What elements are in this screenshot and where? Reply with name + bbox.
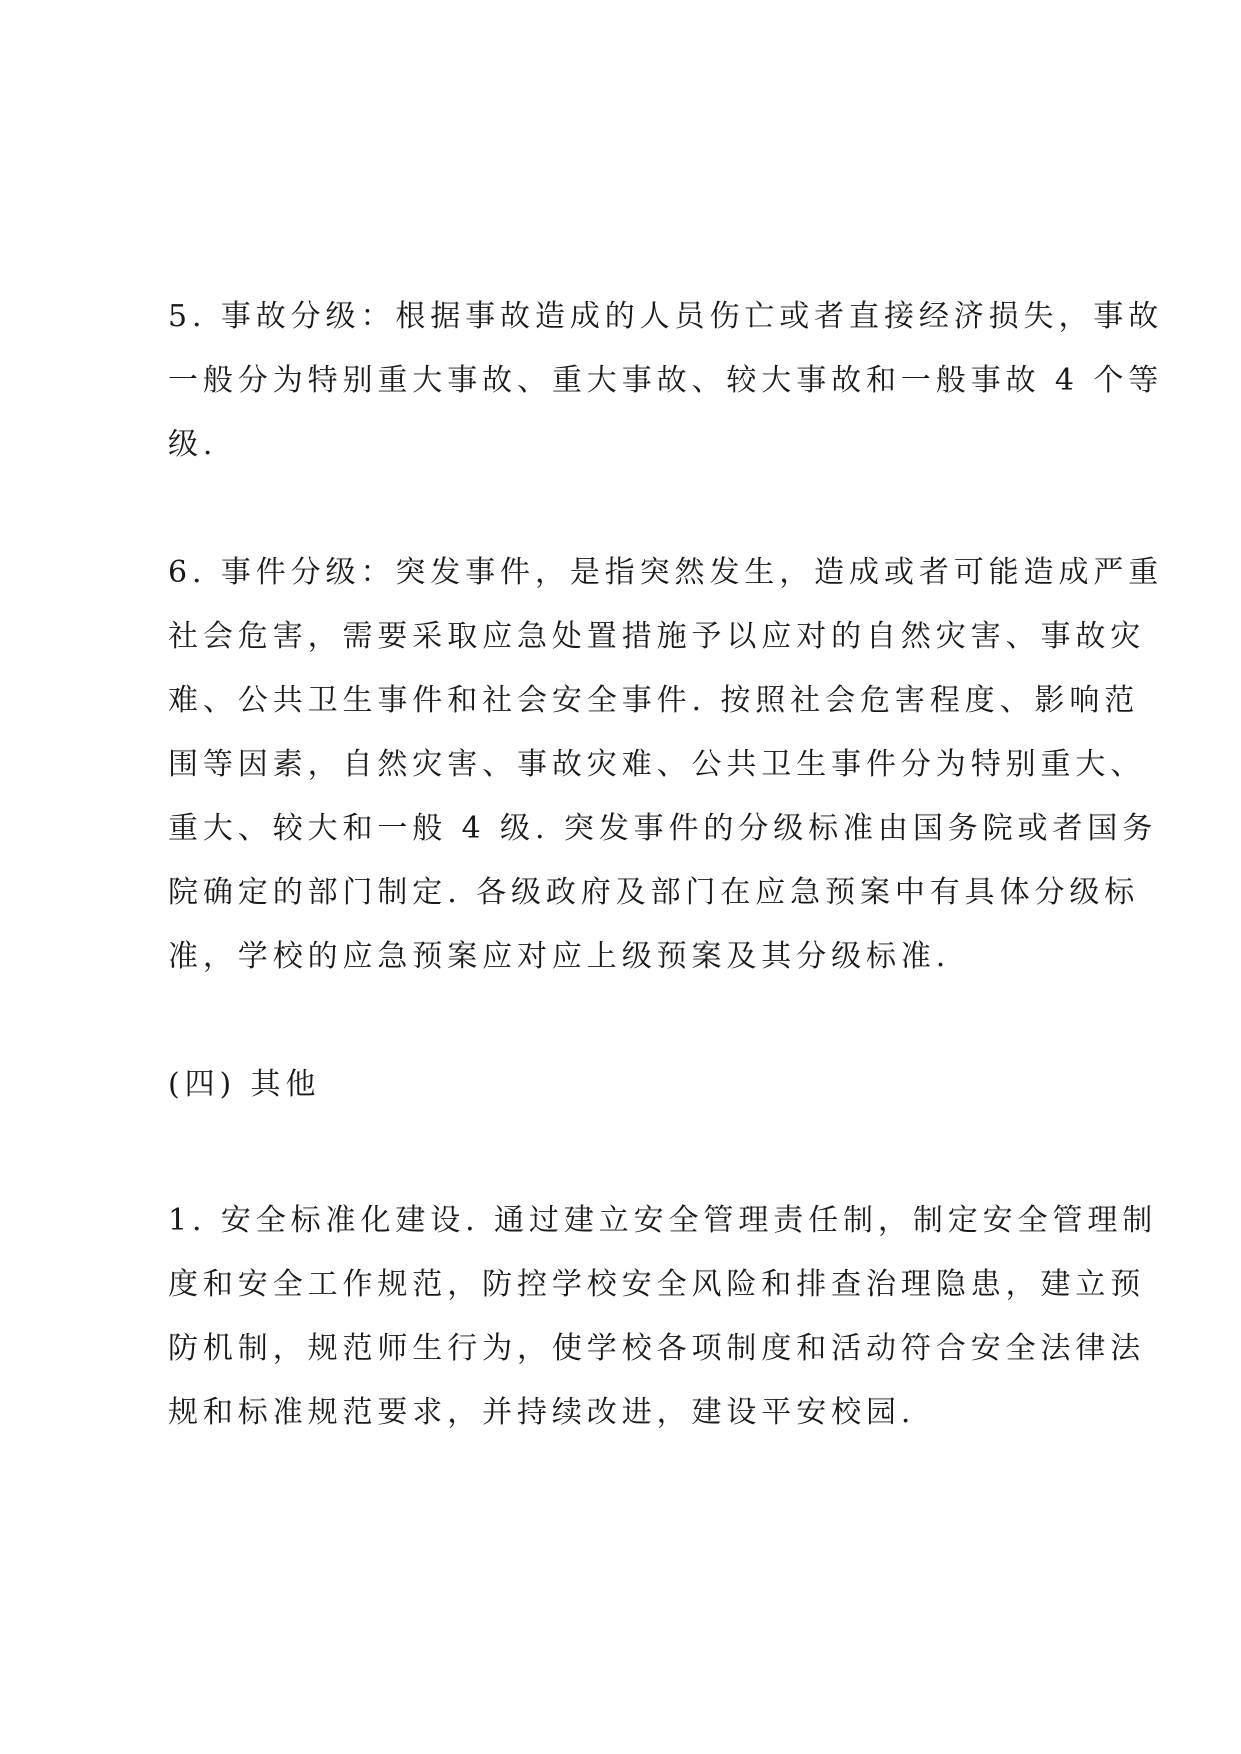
paragraph-line: 社会危害，需要采取应急处置措施予以应对的自然灾害、事故灾	[168, 619, 1146, 654]
paragraph-line: 一般分为特别重大事故、重大事故、较大事故和一般事故 4 个等	[168, 363, 1164, 398]
section-heading-other	[168, 1053, 1088, 1117]
paragraph-safety-standardization	[168, 1189, 1158, 1445]
paragraph-line: 1. 安全标准化建设. 通过建立安全管理责任制，制定安全管理制	[168, 1203, 1158, 1238]
paragraph-line: 级.	[168, 427, 218, 462]
paragraph-line: 院确定的部门制定. 各级政府及部门在应急预案中有具体分级标	[168, 875, 1140, 910]
paragraph-line: 度和安全工作规范，防控学校安全风险和排查治理隐患，建立预	[168, 1267, 1146, 1302]
paragraph-event-grading	[168, 541, 1164, 989]
paragraph-line: 5. 事故分级：根据事故造成的人员伤亡或者直接经济损失，事故	[168, 299, 1164, 334]
paragraph-line: 围等因素，自然灾害、事故灾难、公共卫生事件分为特别重大、	[168, 747, 1146, 782]
paragraph-accident-grading	[168, 285, 1164, 477]
paragraph-line: 规和标准规范要求，并持续改进，建设平安校园.	[168, 1395, 916, 1430]
document-page	[168, 0, 1164, 1754]
paragraph-line: 重大、较大和一般 4 级. 突发事件的分级标准由国务院或者国务	[168, 811, 1158, 846]
paragraph-line: 防机制，规范师生行为，使学校各项制度和活动符合安全法律法	[168, 1331, 1146, 1366]
paragraph-line: 6. 事件分级：突发事件，是指突然发生，造成或者可能造成严重	[168, 555, 1164, 590]
paragraph-line: 准，学校的应急预案应对应上级预案及其分级标准.	[168, 939, 951, 974]
heading-line: (四) 其他	[168, 1067, 321, 1102]
paragraph-line: 难、公共卫生事件和社会安全事件. 按照社会危害程度、影响范	[168, 683, 1140, 718]
